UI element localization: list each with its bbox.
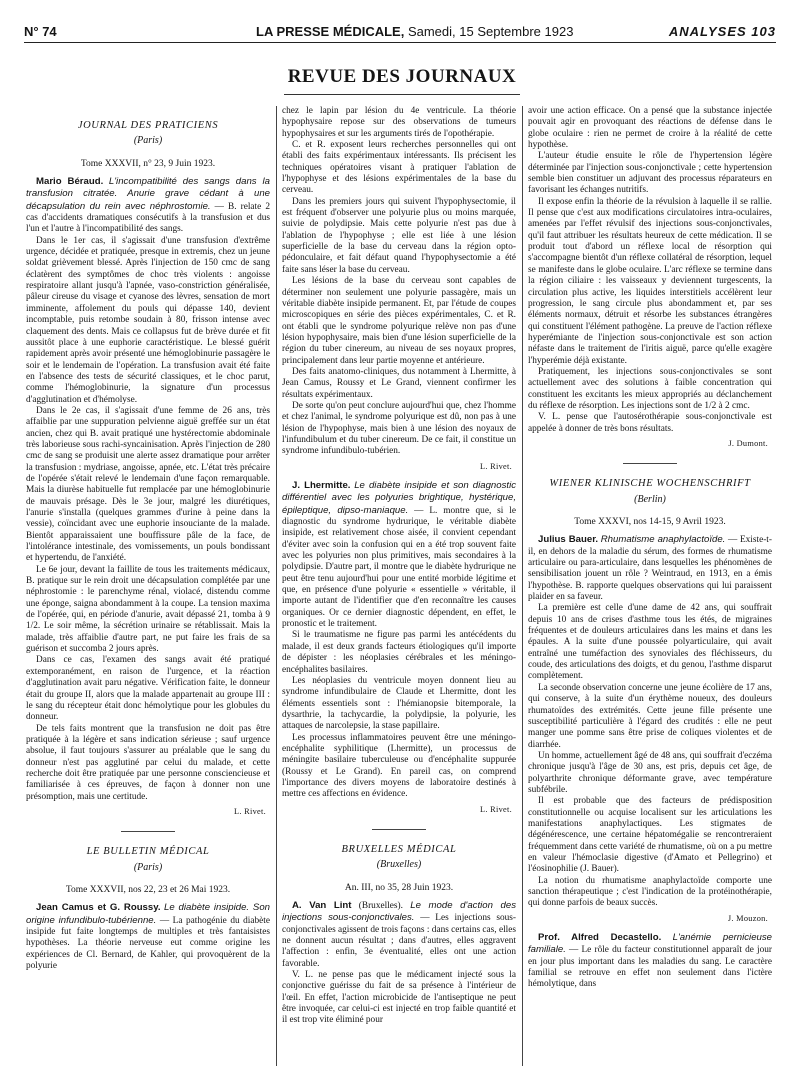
journal-heading: WIENER KLINISCHE WOCHENSCHRIFT [549,478,751,490]
article-text: — Existe-t-il, en dehors de la maladie du sérum, des formes de rhumatisme articulaire ou para-articulaire, dans lesquelles les phénomènes de sensibilisation jouent un rôle ? Weintraud, en 1913, en a émis l'hypothèse. B. rapporte quelques observations qui lui paraissent plaider en sa faveur. [528,535,772,603]
article-signature: J. Dumont. [728,438,768,448]
issue-number: N° 74 [24,24,57,39]
journal-heading: LE BULLETIN MÉDICAL [86,846,210,858]
journal-heading: BRUXELLES MÉDICAL [341,843,457,855]
article-author: Prof. Alfred Decastello. [538,932,662,944]
article-lead [282,900,516,970]
article-text: — La pathogénie du diabète insipide fut faite longtemps de multiples et très fantaisistes hypothèses. La théorie nerveuse eut comme origine les expériences de Cl. Bernard, de Kahler, qui provoquèrent de la polyurie [26,915,270,972]
article-paragraph: La première est celle d'une dame de 42 ans, qui souffrait depuis 10 ans de crises d'asthme tous les étés, de migraines fréquentes et de douleurs articulaires dans les mains et dans les épaules. A la suite d'une poussée polyarticulaire, qui avait entraîné une tuméfaction des synoviales des fléchisseurs, du coude, des articulations des doigts, et du genou, l'asthme disparut complètement. [528,603,772,682]
header-date: Samedi, 15 Septembre 1923 [404,24,574,39]
article-paragraph: De tels faits montrent que la transfusion ne doit pas être pratiquée à la légère et sans indication sérieuse ; sauf urgence absolue, il faut toujours s'assurer au préalable que le sang du donneur n'est pas agglutiné par celui du malade, et cette recherche doit être pratiquée par une personne consciencieuse et familiarisée à ces épreuves, de façon à donner non une présomption, mais une certitude. [26,723,270,802]
article-title: Rhumatisme anaphylactoïde. [600,534,726,546]
article-paragraph: avoir une action efficace. On a pensé que la substance injectée pouvait agir en provoquant des réactions de défense dans le globe oculaire : rien ne permet de croire à la réalité de cette hypothèse. [528,106,772,151]
article-title: L'incompatibilité des sangs dans la transfusion citratée. Anurie grave cédant à une décapsulation du rein avec néphrostomie. [26,176,270,212]
article-paragraph: Les néoplasies du ventricule moyen donnent lieu au syndrome infundibulaire de Claude et Lhermitte, dont les éléments essentiels sont : l'hémianopsie bitemporale, la dysarthrie, la tachycardie, la polydipsie, la polyurie, les attaques de narcolepsie, la stase papillaire. [282,675,516,732]
article-author: J. Lhermitte. [292,480,351,491]
article-paragraph: Le 6e jour, devant la faillite de tous les traitements médicaux, B. pratique sur le rein droit une décapsulation complétée par une néphrostomie : le parenchyme rénal, violacé, distendu comme une éponge, saigna abondamment à la coupe. La tension maxima de l'opérée, qui, en période d'anurie, avait dépassé 21, tomba à 9 1/2. Le soir même, la sécrétion urinaire se rétablissait. Mais la malade, très affaiblie d'autre part, ne put faire les frais de sa guérison et succomba 2 jours après. [26,564,270,655]
article-author: Jean Camus et G. Roussy. [36,902,161,914]
article-paragraph: Il expose enfin la théorie de la révulsion à laquelle il se rallie. Il pense que c'est aux modifications circulatoires intra-oculaires, amenées par l'effet révulsif des injections sous-conjonctivales, qu'il faut attribuer les résultats heureux de cette médication. Il se produit tout d'abord un réflexe local de résorption qui s'accompagne bientôt d'un réflexe collatéral de résorption, lequel se manifeste dans le globe oculaire. L'arc réflexe se termine dans la région ciliaire : les vaisseaux y deviennent turgescents, la circulation plus active, les liquides interstitiels accélèrent leur progression, le sang circule plus abondamment et, par ses éléments normaux, détruit et résorbe les substances étrangères qui constituent l'élément pathogène. La preuve de l'action réflexe hyperémiante de l'injection sous-conjonctivale est son action néfaste dans le traitement de l'iritis aiguë, parce qu'elle exagère l'hyperémie déjà existante. [528,196,772,366]
article-paragraph: chez le lapin par lésion du 4e ventricule. La théorie hypophysaire repose sur des observations de tumeurs hypophysaires et sur les arguments tirés de l'opothérapie. [282,106,516,139]
article-title: L'anémie pernicieuse familiale. [528,932,772,956]
article-paragraph: La notion du rhumatisme anaphylactoïde comporte une sanction thérapeutique ; c'est l'indication de la protéinothérapie, qui donne parfois de beaux succès. [528,875,772,909]
article-paragraph: La seconde observation concerne une jeune écolière de 17 ans, qui conserve, à la suite d'un érythème noueux, des douleurs rhumatoïdes des extrémités. Cette jeune fille présente une susceptibilité particulière à l'égard des crudités : elle ne peut manger une pomme sans être prise de coliques violentes et de diarrhée. [528,682,772,750]
article-paragraph: Dans le 2e cas, il s'agissait d'une femme de 26 ans, très affaiblie par une suppuration pelvienne aiguë greffée sur un état ancien, chez qui B. avait pratiqué une hystérectomie abdominale très laborieuse sous rachi-syncainisation. Après l'injection de 280 cmc de sang se produisit une alerte assez dramatique pour arrêter la transfusion : mydriase, angoisse, apnée, etc. L'état très précaire de l'opérée s'était relevé le lendemain d'une façon remarquable. Mais la diurèse habituelle fut remplacée par une hémoglobinurie de mauvais présage. Dès le 3e jour, malgré les diurétiques, l'anurie s'installa (quelques grammes d'urine à peine dans la vessie), coïncidant avec une euphorie insouciante de la malade. Bientôt apparaissaient une bouffissure pâle de la face, de l'intolérance intestinale, des vomissements, un pouls bondissant et hypertendu, de l'anxiété. [26,405,270,564]
journal-issue: Tome XXXVII, n° 23, 9 Juin 1923. [80,158,216,169]
article-paragraph: Un homme, actuellement âgé de 48 ans, qui souffrait d'eczéma chronique jusqu'à l'âge de 30 ans, est pris, depuis cet âge, de polyarthrite chronique déformante grave, avec température subfébrile. [528,750,772,795]
article-lead [528,534,772,603]
header-rule [24,42,776,43]
article-paragraph: Dans le 1er cas, il s'agissait d'une transfusion d'extrême urgence, décidée et pratiquée, presque in extremis, chez un jeune soldat grièvement blessé. Après l'injection de 150 cmc de sang éclatèrent des symptômes de choc très violents : angoisse respiratoire allant jusqu'à l'apnée, vaso-constriction généralisée, pâleur cireuse du visage et cyanose des lèvres, sensation de mort imminente, affolement du pouls qui dépasse 140, devient incomptable, puis retombe soudain à 80, frisson intense avec claquement des dents. Mais ce collapsus fut de brève durée et fit aussitôt place à une euphorie caractéristique. Le blessé guérit rapidement après avoir présenté une hémoglobinurie passagère le soir et le lendemain de l'opération. La transfusion avait été faite en l'absence des tests de sécurité classiques, et le choc parut, comme l'hémoglobinurie, la signature d'un processus d'agglutination et d'hémolyse. [26,235,270,405]
article-affiliation: (Bruxelles). [351,901,403,911]
article-paragraph: V. L. ne pense pas que le médicament injecté sous la conjonctive guérisse du fait de sa présence à l'intérieur de l'œil. En effet, l'action microbicide de l'antiseptique ne peut être invoquée, car celui-ci est injecté en trop faible quantité et il est trop vite éliminé pour [282,970,516,1026]
article-author: Mario Béraud. [36,176,104,188]
article-signature: L. Rivet. [480,804,512,814]
section-separator [121,831,175,832]
article-paragraph: Il est probable que des facteurs de prédisposition constitutionnelle ou acquise localisent sur les articulations les manifestations anaphylactiques. Les stigmates de dégénérescence, une certaine hépatomégalie se rencontreraient fréquemment dans cette variété de rhumatisme, où on a pu mettre en valeur l'hémoclasie digestive (d'Amato et Pellegrino) et l'éosinophilie (J. Bauer). [528,796,772,875]
journal-name: LA PRESSE MÉDICALE, [256,24,405,39]
journal-issue: Tome XXXVII, nos 22, 23 et 26 Mai 1923. [65,884,231,895]
section-and-page: ANALYSES 103 [668,24,776,39]
article-title: Le mode d'action des injections sous-conjonctivales. [282,900,516,924]
article-paragraph: V. L. pense que l'autosérothérapie sous-conjonctivale est appelée à donner de très bons résultats. [528,412,772,434]
article-lead [528,932,772,991]
article-title: Le diabète insipide et son diagnostic différentiel avec les polyuries brightique, hystérique, épileptique, dipso-maniaque. [282,480,516,516]
article-author: A. Van Lint [292,900,352,911]
column-3 [528,106,772,1066]
article-lead [282,480,516,630]
article-paragraph: De sorte qu'on peut conclure aujourd'hui que, chez l'homme et chez l'animal, le syndrome polyurique est dû, non pas à une lésion de l'hypophyse, mais bien à une lésion des noyaux de l'infundibulum et du tuber cinereum. De ce fait, il constitue un syndrome infundibulo-tubérien. [282,400,516,457]
section-separator [623,463,677,464]
article-text: — L. montre que, si le diagnostic du syndrome hydrurique, le véritable diabète insipide, est relativement chose aisée, il convient cependant d'éviter avec soin la confusion qui en a été trop souvent faite avec les polyuries non plus primitives, mais secondaires à la polydipsie. D'autre part, il montre que le diabète hydrurique ne peut être tenu aujourd'hui pour une entité morbide légitime et que, en présence d'une polyurie « essentielle » véritable, il importe autant de l'identifier que d'en reconnaître les causes organiques. Or ce dernier diagnostic dépendent, en effet, le pronostic et le traitement. [282,505,516,630]
journal-issue: An. III, no 35, 28 Juin 1923. [344,882,454,893]
journal-city: (Paris) [133,861,163,873]
article-author: Julius Bauer. [538,534,599,546]
article-paragraph: Les lésions de la base du cerveau sont capables de déterminer non seulement une polyurie passagère, mais un véritable diabète insipide permanent. Et, par l'étude de coupes microscopiques en série des pièces expérimentales, C. et R. ont établi que le syndrome polyurique relève non pas d'une lésion hypophysaire, mais bien d'une lésion superficielle de la région du tuber cinereum, au niveau de ses noyaux propres, principalement dans leur partie moyenne et antérieure. [282,276,516,366]
article-lead [26,902,270,972]
article-signature: J. Mouzon. [727,913,768,923]
article-signature: L. Rivet. [234,806,266,816]
article-title: Le diabète insipide. Son origine infundibulo-tubérienne. [26,902,270,926]
column-2 [282,106,516,1066]
article-paragraph: Les processus inflammatoires peuvent être une méningo-encéphalite syphilitique (Lhermitte), un processus de méningite basilaire tuberculeuse ou d'encéphalite suppurée (Roussy et Le Grand). En pareil cas, on comprend l'importance des divers moyens de laboratoire destinés à mettre ces affections en évidence. [282,732,516,800]
article-paragraph: Des faits anatomo-cliniques, dus notamment à Lhermitte, à Jean Camus, Roussy et Le Grand, viennent confirmer les résultats expérimentaux. [282,366,516,400]
article-signature: L. Rivet. [480,461,512,471]
article-lead [26,176,270,236]
section-separator [372,829,426,830]
title-rule [284,94,520,95]
article-text: — Le rôle du facteur constitutionnel apparaît de jour en jour plus important dans les maladies du sang. Le caractère familial se retrouve en effet non seulement dans l'ictère hémolytique, dans [528,945,772,990]
running-header [24,24,776,42]
article-paragraph: Dans les premiers jours qui suivent l'hypophysectomie, il est fréquent d'observer une polyurie plus ou moins marquée, suivie de polydipsie. Mais cette polyurie n'est pas due à l'ablation de l'hypophyse ; elle est liée à une lésion superficielle de la base du cerveau dans la région opto-pédonculaire, et fait défaut quand l'hypophysectomie a été faite sans léser la base du cerveau. [282,196,516,275]
journal-city: (Bruxelles) [376,859,422,871]
journal-heading: JOURNAL DES PRATICIENS [77,120,219,131]
page-title: REVUE DES JOURNAUX [287,66,517,87]
article-paragraph: Dans ce cas, l'examen des sangs avait été pratiqué extemporanément, en raison de l'urgence, et la réaction d'agglutination avait paru négative. Vérification faite, le donneur était du groupe II, alors que la malade appartenait au groupe III : le sang du récepteur était donc hémolytique pour les globules du donneur. [26,655,270,723]
article-paragraph: Si le traumatisme ne figure pas parmi les antécédents du malade, il est deux grands facteurs étiologiques qu'il importe de dépister : les néoplasies cérébrales et les méningo-encéphalites basilaires. [282,630,516,675]
journal-issue: Tome XXXVI, nos 14-15, 9 Avril 1923. [574,517,726,527]
column-divider [522,106,523,1066]
article-paragraph: Pratiquement, les injections sous-conjonctivales se sont actuellement avec des solutions à faible concentration qui constituent les excitants les mieux appropriés au déclanchement du réflexe de résorption. Les injections sont de 1/2 à 2 cmc. [528,366,772,411]
journal-city: (Berlin) [634,493,666,505]
article-text: — Les injections sous-conjonctivales agissent de trois façons : dans certains cas, elles ne donnent aucun résultat ; dans d'autres, elles aggravent l'affection : enfin, 3e éventualité, elles ont une action favorable. [282,913,516,969]
article-text: — B. relate 2 cas d'accidents dramatiques consécutifs à la transfusion et dus l'un et l'autre à l'incompatibilité des sangs. [26,201,270,235]
journal-masthead [256,24,573,39]
journal-city: (Paris) [133,135,163,147]
column-divider [276,106,277,1066]
article-paragraph: L'auteur étudie ensuite le rôle de l'hypertension légère déterminée par l'injection sous-conjonctivale ; cette hypertension semble bien constituer un adjuvant des processus réparateurs en favorisant les échanges nutritifs. [528,151,772,196]
article-paragraph: C. et R. exposent leurs recherches personnelles qui ont établi des faits expérimentaux intéressants. Ils précisent les techniques opératoires visant à pratiquer l'ablation de l'hypophyse et des lésions expérimentales de la base du cerveau. [282,140,516,196]
column-1 [26,106,270,1066]
